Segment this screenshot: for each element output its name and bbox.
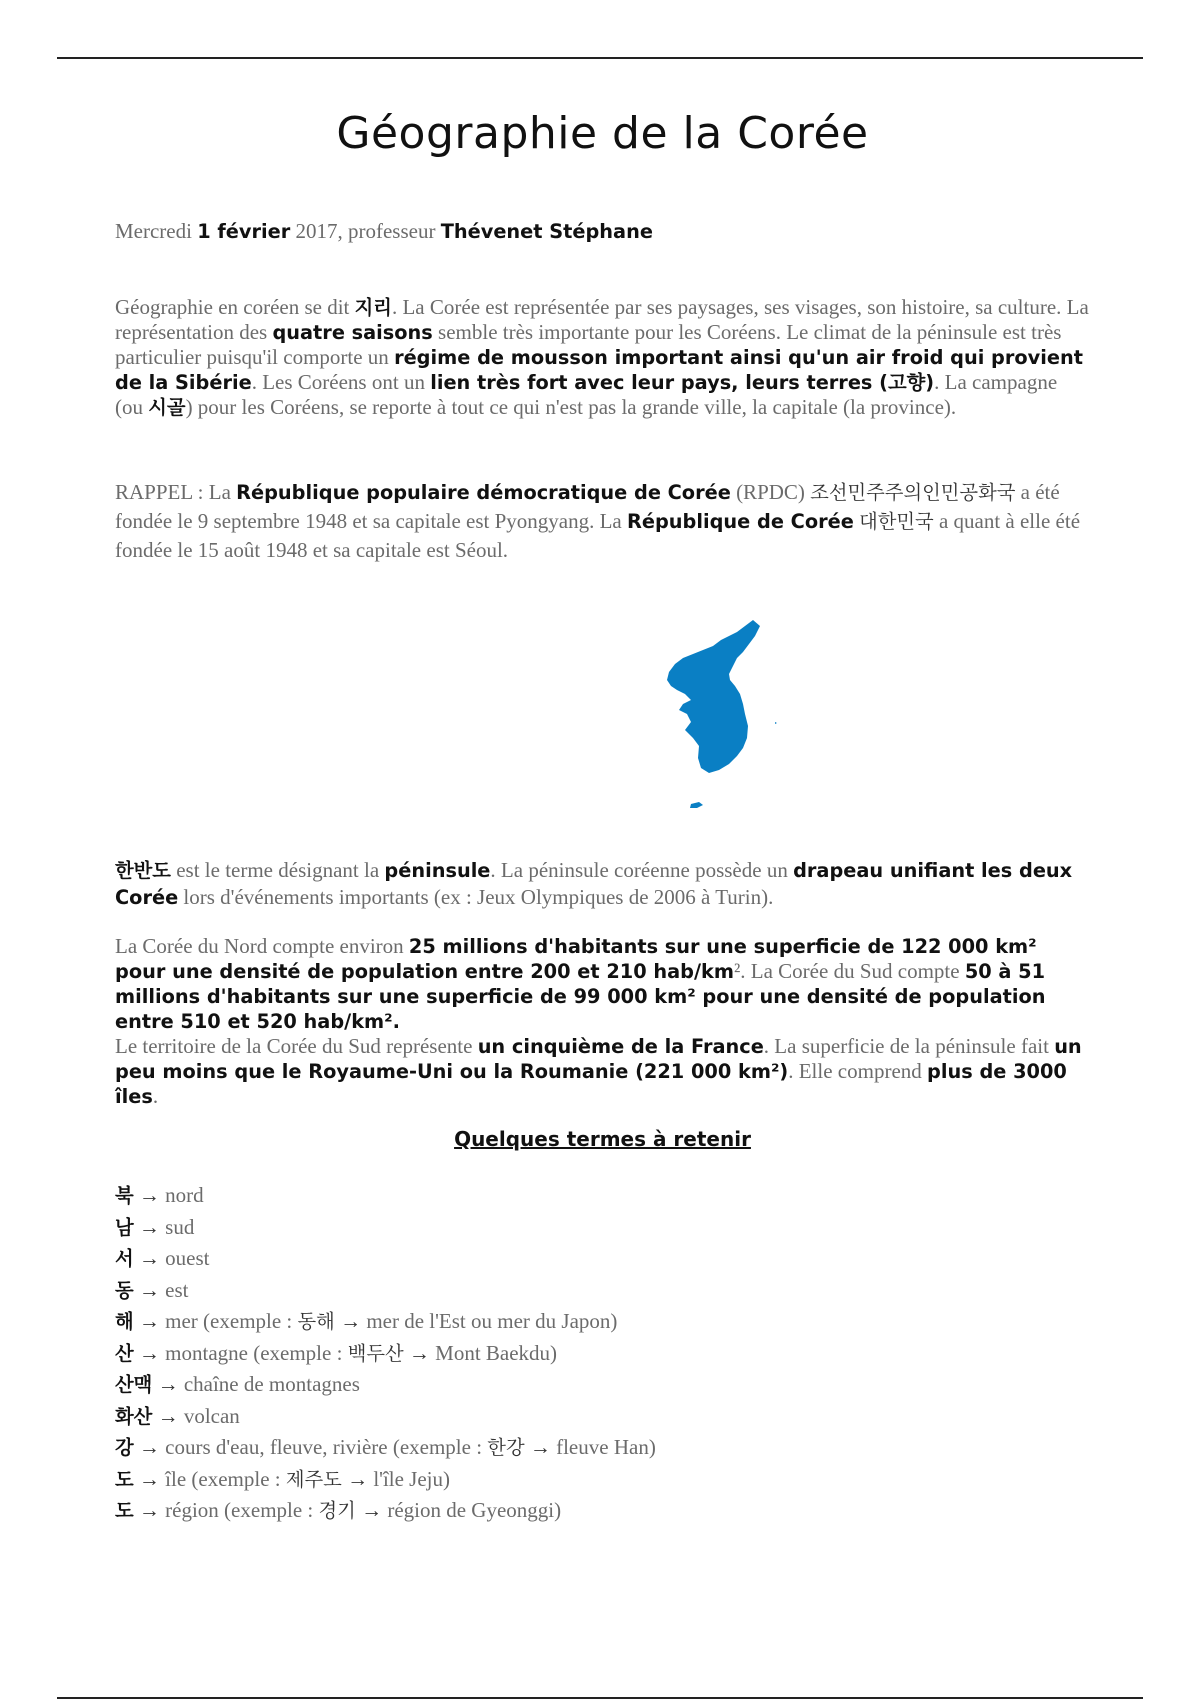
arrow-icon: →	[138, 1277, 160, 1302]
text: .	[152, 1084, 159, 1108]
date: 1 février	[197, 220, 291, 243]
korean-term: 지리	[354, 296, 392, 319]
example-french: mer de l'Est ou mer du Japon)	[366, 1309, 618, 1333]
korean-term: 도	[115, 1467, 134, 1491]
arrow-icon: →	[138, 1309, 160, 1333]
arrow-icon: →	[138, 1246, 160, 1270]
term-item	[115, 1401, 1090, 1433]
example-french: région de Gyeonggi)	[387, 1498, 562, 1522]
bold-text: République populaire démocratique de Corée	[236, 481, 731, 504]
paragraph-intro	[115, 295, 1090, 420]
teacher-name: Thévenet Stéphane	[440, 220, 653, 243]
text: (RPDC)	[730, 480, 811, 504]
top-rule	[57, 57, 1143, 59]
example-french: l'île Jeju)	[373, 1466, 451, 1491]
paragraph-peninsule	[115, 857, 1090, 911]
text: . La Corée est représentée par ses paysages, ses visages, son histoire, sa culture. La représentation des	[115, 295, 1089, 344]
french-meaning: mer (exemple :	[165, 1309, 298, 1333]
bold-text: régime de mousson important ainsi qu'un air froid qui provient de la Sibérie	[115, 346, 1083, 394]
dokdo-island-shape	[775, 722, 777, 724]
korean-term: 산맥	[115, 1373, 153, 1396]
arrow-icon: →	[529, 1435, 551, 1459]
example-french: fleuve Han)	[556, 1435, 656, 1459]
arrow-icon: →	[157, 1403, 179, 1428]
french-meaning: ouest	[165, 1246, 210, 1270]
arrow-icon: →	[361, 1498, 383, 1522]
date-line	[115, 219, 1090, 244]
korean-term: 대한민국	[859, 510, 934, 533]
text: lors d'événements importants (ex : Jeux Olympiques de 2006 à Turin).	[178, 885, 774, 909]
text: . La campagne (ou	[115, 370, 1058, 419]
example-korean: 백두산	[347, 1341, 404, 1365]
bold-text: quatre saisons	[272, 321, 433, 344]
text: Le territoire de la Corée du Sud représente	[115, 1034, 478, 1058]
date-prefix: Mercredi	[115, 219, 198, 243]
korean-term: 시골	[148, 396, 186, 419]
bold-text: plus de 3000 îles	[115, 1060, 1067, 1108]
arrow-icon: →	[157, 1372, 179, 1396]
example-korean: 경기	[318, 1499, 356, 1522]
arrow-icon: →	[138, 1340, 160, 1365]
korean-term: 화산	[115, 1404, 153, 1428]
paragraph-rappel	[115, 478, 1090, 565]
korean-term: 한반도	[115, 859, 171, 882]
text: semble très importante pour les Coréens. Le climat de la péninsule est très particulier puisqu'il comporte un	[115, 320, 1062, 369]
korean-term: 북	[115, 1184, 134, 1207]
text: . Les Coréens ont un	[251, 370, 431, 394]
french-meaning: nord	[165, 1183, 204, 1207]
bold-text: République de Corée	[627, 510, 854, 533]
bold-text: un peu moins que le Royaume-Uni ou la Roumanie (221 000 km²)	[115, 1035, 1082, 1083]
bold-text: 25 millions d'habitants sur une superficie de 122 000 km² pour une densité de population entre 200 et 210 hab/km	[115, 935, 1037, 983]
french-meaning: sud	[165, 1214, 195, 1239]
korean-term: 해	[115, 1310, 134, 1333]
arrow-icon: →	[408, 1340, 430, 1365]
korean-term: 동	[115, 1278, 134, 1302]
french-meaning: région (exemple :	[165, 1498, 319, 1522]
text: RAPPEL : La	[115, 480, 237, 504]
term-item	[115, 1275, 1090, 1307]
example-korean: 동해	[297, 1310, 335, 1333]
bottom-rule	[57, 1697, 1143, 1699]
term-item	[115, 1306, 1090, 1338]
terms-list	[115, 1180, 1090, 1527]
term-item	[115, 1464, 1090, 1496]
korea-peninsula-shape	[667, 620, 760, 773]
text: Géographie en coréen se dit	[115, 295, 355, 319]
term-item	[115, 1495, 1090, 1527]
arrow-icon: →	[138, 1498, 160, 1522]
text: ². La Corée du Sud compte	[733, 959, 965, 983]
arrow-icon: →	[347, 1466, 369, 1491]
french-meaning: cours d'eau, fleuve, rivière (exemple :	[165, 1435, 488, 1459]
french-meaning: chaîne de montagnes	[183, 1372, 360, 1396]
bold-text: 50 à 51 millions d'habitants sur une superficie de 99 000 km² pour une densité de population entre 510 et 520 hab/km².	[115, 960, 1046, 1033]
korean-term: 산	[115, 1341, 134, 1365]
term-item	[115, 1369, 1090, 1401]
text: a quant à elle été fondée le 15 août 1948 et sa capitale est Séoul.	[115, 509, 1081, 562]
french-meaning: volcan	[183, 1403, 240, 1428]
text: La Corée du Nord compte environ	[115, 934, 409, 958]
bold-text: drapeau unifiant les deux Corée	[115, 859, 1073, 909]
korean-term: 조선민주주의인민공화국	[810, 481, 1016, 504]
text: ) pour les Coréens, se reporte à tout ce qui n'est pas la grande ville, la capitale (la province).	[185, 395, 957, 419]
french-meaning: est	[165, 1277, 189, 1302]
term-item	[115, 1338, 1090, 1370]
korean-term: 남	[115, 1215, 134, 1239]
arrow-icon: →	[138, 1214, 160, 1239]
french-meaning: île (exemple :	[165, 1466, 286, 1491]
text: . Elle comprend	[788, 1059, 928, 1083]
korean-term: 강	[115, 1436, 134, 1459]
korean-term: 서	[115, 1247, 134, 1270]
example-french: Mont Baekdu)	[435, 1340, 558, 1365]
bold-text: péninsule	[384, 859, 491, 882]
year: 2017, professeur	[290, 219, 441, 243]
text: . La superficie de la péninsule fait	[763, 1034, 1055, 1058]
term-item	[115, 1243, 1090, 1275]
bold-text: lien très fort avec leur pays, leurs terres (고향)	[430, 371, 935, 394]
example-korean: 한강	[487, 1436, 525, 1459]
term-item	[115, 1180, 1090, 1212]
text: est le terme désignant la	[170, 858, 385, 882]
term-item	[115, 1432, 1090, 1464]
arrow-icon: →	[340, 1309, 362, 1333]
korea-map-icon	[663, 618, 778, 818]
example-korean: 제주도	[285, 1467, 342, 1491]
page-title: Géographie de la Corée	[336, 108, 869, 159]
text: . La péninsule coréenne possède un	[490, 858, 794, 882]
jeju-island-shape	[690, 802, 703, 808]
term-item	[115, 1212, 1090, 1244]
french-meaning: montagne (exemple :	[165, 1340, 348, 1365]
paragraph-population	[115, 934, 1090, 1109]
bold-text: un cinquième de la France	[477, 1035, 764, 1058]
korean-term: 도	[115, 1499, 134, 1522]
text: a été fondée le 9 septembre 1948 et sa capitale est Pyongyang. La	[115, 480, 1060, 533]
arrow-icon: →	[138, 1183, 160, 1207]
arrow-icon: →	[138, 1435, 160, 1459]
arrow-icon: →	[138, 1466, 160, 1491]
terms-heading: Quelques termes à retenir	[454, 1127, 751, 1151]
